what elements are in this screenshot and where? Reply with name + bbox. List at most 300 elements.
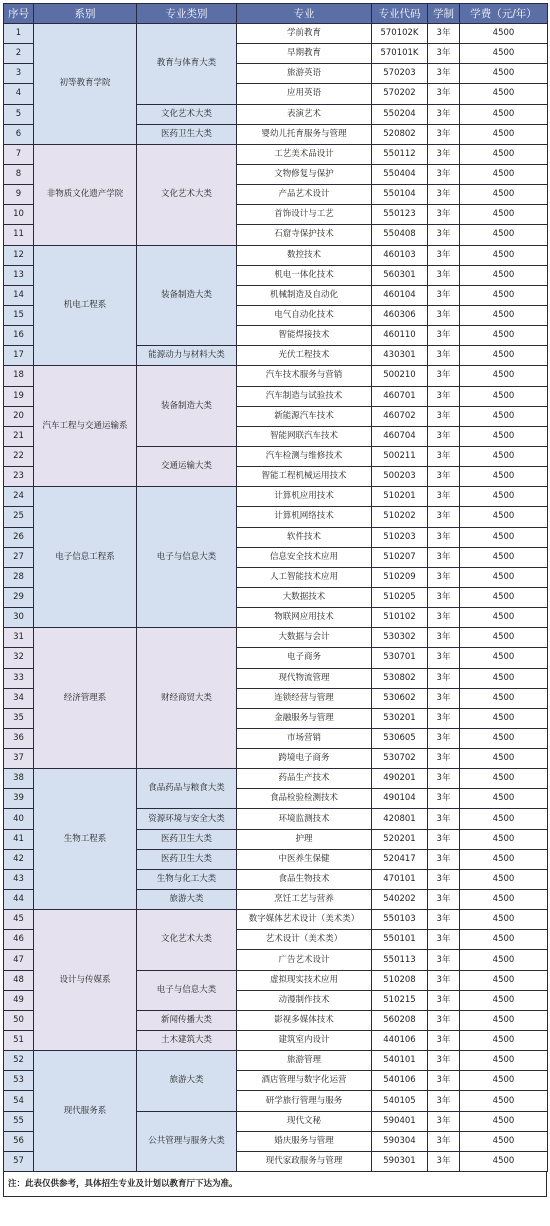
code-cell: 530602 — [372, 688, 428, 708]
row-seq: 24 — [4, 487, 34, 507]
fee-cell: 4500 — [460, 104, 548, 124]
code-cell: 520417 — [372, 849, 428, 869]
code-cell: 470101 — [372, 869, 428, 889]
category-cell: 土木建筑大类 — [137, 1031, 237, 1051]
fee-cell: 4500 — [460, 608, 548, 628]
major-cell: 跨境电子商务 — [237, 749, 372, 769]
fee-cell: 4500 — [460, 587, 548, 607]
years-cell: 3年 — [428, 1010, 460, 1030]
years-cell: 3年 — [428, 104, 460, 124]
row-seq: 7 — [4, 144, 34, 164]
years-cell: 3年 — [428, 990, 460, 1010]
fee-cell: 4500 — [460, 285, 548, 305]
code-cell: 420801 — [372, 809, 428, 829]
department-cell: 设计与传媒系 — [34, 910, 137, 1051]
row-seq: 17 — [4, 346, 34, 366]
table-row — [4, 910, 548, 930]
years-cell: 3年 — [428, 1071, 460, 1091]
fee-cell: 4500 — [460, 1071, 548, 1091]
code-cell: 510102 — [372, 608, 428, 628]
years-cell: 3年 — [428, 507, 460, 527]
fee-cell: 4500 — [460, 24, 548, 44]
row-seq: 53 — [4, 1071, 34, 1091]
fee-cell: 4500 — [460, 648, 548, 668]
code-cell: 590301 — [372, 1151, 428, 1171]
years-cell: 3年 — [428, 608, 460, 628]
category-cell: 公共管理与服务大类 — [137, 1111, 237, 1171]
major-cell: 电气自动化技术 — [237, 305, 372, 325]
code-cell: 520201 — [372, 829, 428, 849]
major-cell: 连锁经营与管理 — [237, 688, 372, 708]
years-cell: 3年 — [428, 205, 460, 225]
major-cell: 影视多媒体技术 — [237, 1010, 372, 1030]
fee-cell: 4500 — [460, 346, 548, 366]
fee-cell: 4500 — [460, 245, 548, 265]
years-cell: 3年 — [428, 44, 460, 64]
row-seq: 57 — [4, 1151, 34, 1171]
years-cell: 3年 — [428, 648, 460, 668]
major-cell: 研学旅行管理与服务 — [237, 1091, 372, 1111]
row-seq: 45 — [4, 910, 34, 930]
row-seq: 30 — [4, 608, 34, 628]
fee-cell: 4500 — [460, 205, 548, 225]
major-cell: 数字媒体艺术设计（美术类） — [237, 910, 372, 930]
major-cell: 首饰设计与工艺 — [237, 205, 372, 225]
header-row — [4, 4, 548, 24]
major-cell: 表演艺术 — [237, 104, 372, 124]
department-cell: 现代服务系 — [34, 1051, 137, 1172]
fee-cell: 4500 — [460, 628, 548, 648]
major-cell: 智能焊接技术 — [237, 326, 372, 346]
code-cell: 530605 — [372, 728, 428, 748]
major-cell: 婴幼儿托育服务与管理 — [237, 124, 372, 144]
fee-cell: 4500 — [460, 1010, 548, 1030]
major-cell: 物联网应用技术 — [237, 608, 372, 628]
major-cell: 汽车检测与维修技术 — [237, 446, 372, 466]
code-cell: 570202 — [372, 84, 428, 104]
row-seq: 31 — [4, 628, 34, 648]
row-seq: 26 — [4, 527, 34, 547]
row-seq: 33 — [4, 668, 34, 688]
fee-cell: 4500 — [460, 1131, 548, 1151]
code-cell: 460110 — [372, 326, 428, 346]
table-row — [4, 628, 548, 648]
major-cell: 旅游管理 — [237, 1051, 372, 1071]
years-cell: 3年 — [428, 1111, 460, 1131]
major-cell: 药品生产技术 — [237, 769, 372, 789]
code-cell: 590401 — [372, 1111, 428, 1131]
major-cell: 电子商务 — [237, 648, 372, 668]
table-body — [4, 24, 548, 1172]
code-cell: 530702 — [372, 749, 428, 769]
major-cell: 食品生物技术 — [237, 869, 372, 889]
fee-cell: 4500 — [460, 1151, 548, 1171]
row-seq: 15 — [4, 305, 34, 325]
major-cell: 人工智能技术应用 — [237, 567, 372, 587]
row-seq: 20 — [4, 406, 34, 426]
code-cell: 590304 — [372, 1131, 428, 1151]
code-cell: 510205 — [372, 587, 428, 607]
years-cell: 3年 — [428, 426, 460, 446]
fee-cell: 4500 — [460, 305, 548, 325]
major-cell: 金融服务与管理 — [237, 708, 372, 728]
category-cell: 装备制造大类 — [137, 366, 237, 447]
row-seq: 35 — [4, 708, 34, 728]
table-row — [4, 366, 548, 386]
fee-cell: 4500 — [460, 1091, 548, 1111]
major-cell: 计算机网络技术 — [237, 507, 372, 527]
major-cell: 旅游英语 — [237, 64, 372, 84]
fee-cell: 4500 — [460, 225, 548, 245]
years-cell: 3年 — [428, 890, 460, 910]
years-cell: 3年 — [428, 305, 460, 325]
years-cell: 3年 — [428, 1131, 460, 1151]
major-cell: 中医养生保健 — [237, 849, 372, 869]
major-cell: 计算机应用技术 — [237, 487, 372, 507]
code-cell: 560301 — [372, 265, 428, 285]
row-seq: 29 — [4, 587, 34, 607]
code-cell: 550101 — [372, 930, 428, 950]
major-cell: 软件技术 — [237, 527, 372, 547]
code-cell: 510209 — [372, 567, 428, 587]
major-cell: 大数据与会计 — [237, 628, 372, 648]
category-cell: 医药卫生大类 — [137, 124, 237, 144]
row-seq: 27 — [4, 547, 34, 567]
fee-cell: 4500 — [460, 366, 548, 386]
years-cell: 3年 — [428, 144, 460, 164]
fee-cell: 4500 — [460, 567, 548, 587]
category-cell: 食品药品与粮食大类 — [137, 769, 237, 809]
row-seq: 28 — [4, 567, 34, 587]
code-cell: 460701 — [372, 386, 428, 406]
fee-cell: 4500 — [460, 829, 548, 849]
major-cell: 智能工程机械运用技术 — [237, 467, 372, 487]
row-seq: 19 — [4, 386, 34, 406]
header-department: 系别 — [34, 4, 137, 24]
major-cell: 石窟寺保护技术 — [237, 225, 372, 245]
fee-cell: 4500 — [460, 708, 548, 728]
row-seq: 46 — [4, 930, 34, 950]
category-cell: 教育与体育大类 — [137, 24, 237, 105]
code-cell: 510201 — [372, 487, 428, 507]
code-cell: 550123 — [372, 205, 428, 225]
header-years: 学制 — [428, 4, 460, 24]
code-cell: 510203 — [372, 527, 428, 547]
code-cell: 490104 — [372, 789, 428, 809]
code-cell: 570102K — [372, 24, 428, 44]
code-cell: 550204 — [372, 104, 428, 124]
fee-cell: 4500 — [460, 1111, 548, 1131]
years-cell: 3年 — [428, 326, 460, 346]
header-fee: 学费（元/年） — [460, 4, 548, 24]
fee-cell: 4500 — [460, 84, 548, 104]
major-cell: 酒店管理与数字化运营 — [237, 1071, 372, 1091]
code-cell: 540106 — [372, 1071, 428, 1091]
code-cell: 570101K — [372, 44, 428, 64]
years-cell: 3年 — [428, 185, 460, 205]
department-cell: 初等教育学院 — [34, 24, 137, 145]
code-cell: 530701 — [372, 648, 428, 668]
major-cell: 应用英语 — [237, 84, 372, 104]
fee-cell: 4500 — [460, 688, 548, 708]
years-cell: 3年 — [428, 789, 460, 809]
years-cell: 3年 — [428, 849, 460, 869]
row-seq: 41 — [4, 829, 34, 849]
row-seq: 12 — [4, 245, 34, 265]
department-cell: 经济管理系 — [34, 628, 137, 769]
table-row — [4, 245, 548, 265]
category-cell: 文化艺术大类 — [137, 910, 237, 970]
years-cell: 3年 — [428, 124, 460, 144]
major-cell: 市场营销 — [237, 728, 372, 748]
years-cell: 3年 — [428, 1151, 460, 1171]
fee-cell: 4500 — [460, 547, 548, 567]
years-cell: 3年 — [428, 467, 460, 487]
fee-cell: 4500 — [460, 144, 548, 164]
fee-cell: 4500 — [460, 1031, 548, 1051]
code-cell: 550404 — [372, 164, 428, 184]
fee-cell: 4500 — [460, 930, 548, 950]
row-seq: 56 — [4, 1131, 34, 1151]
major-cell: 产品艺术设计 — [237, 185, 372, 205]
major-cell: 现代文秘 — [237, 1111, 372, 1131]
category-cell: 旅游大类 — [137, 1051, 237, 1111]
category-cell: 文化艺术大类 — [137, 104, 237, 124]
major-cell: 早期教育 — [237, 44, 372, 64]
fee-cell: 4500 — [460, 809, 548, 829]
row-seq: 21 — [4, 426, 34, 446]
major-cell: 信息安全技术应用 — [237, 547, 372, 567]
row-seq: 42 — [4, 849, 34, 869]
code-cell: 460704 — [372, 426, 428, 446]
category-cell: 电子与信息大类 — [137, 970, 237, 1010]
header-category: 专业类别 — [137, 4, 237, 24]
row-seq: 34 — [4, 688, 34, 708]
row-seq: 38 — [4, 769, 34, 789]
fee-cell: 4500 — [460, 326, 548, 346]
table-row — [4, 1051, 548, 1071]
code-cell: 460702 — [372, 406, 428, 426]
major-cell: 大数据技术 — [237, 587, 372, 607]
years-cell: 3年 — [428, 728, 460, 748]
code-cell: 430301 — [372, 346, 428, 366]
category-cell: 装备制造大类 — [137, 245, 237, 346]
row-seq: 4 — [4, 84, 34, 104]
major-cell: 现代家政服务与管理 — [237, 1151, 372, 1171]
years-cell: 3年 — [428, 567, 460, 587]
years-cell: 3年 — [428, 64, 460, 84]
major-cell: 新能源汽车技术 — [237, 406, 372, 426]
category-cell: 医药卫生大类 — [137, 849, 237, 869]
fee-cell: 4500 — [460, 527, 548, 547]
major-cell: 环境监测技术 — [237, 809, 372, 829]
department-cell: 电子信息工程系 — [34, 487, 137, 628]
years-cell: 3年 — [428, 346, 460, 366]
header-seq: 序号 — [4, 4, 34, 24]
code-cell: 500210 — [372, 366, 428, 386]
years-cell: 3年 — [428, 628, 460, 648]
row-seq: 51 — [4, 1031, 34, 1051]
code-cell: 540202 — [372, 890, 428, 910]
major-cell: 汽车制造与试验技术 — [237, 386, 372, 406]
years-cell: 3年 — [428, 688, 460, 708]
department-cell: 非物质文化遗产学院 — [34, 144, 137, 245]
row-seq: 6 — [4, 124, 34, 144]
table-row — [4, 24, 548, 44]
years-cell: 3年 — [428, 950, 460, 970]
fee-cell: 4500 — [460, 164, 548, 184]
major-cell: 虚拟现实技术应用 — [237, 970, 372, 990]
category-cell: 交通运输大类 — [137, 446, 237, 486]
major-cell: 数控技术 — [237, 245, 372, 265]
row-seq: 8 — [4, 164, 34, 184]
fee-cell: 4500 — [460, 869, 548, 889]
years-cell: 3年 — [428, 547, 460, 567]
fee-cell: 4500 — [460, 769, 548, 789]
row-seq: 48 — [4, 970, 34, 990]
row-seq: 55 — [4, 1111, 34, 1131]
fee-cell: 4500 — [460, 44, 548, 64]
years-cell: 3年 — [428, 406, 460, 426]
major-cell: 机械制造及自动化 — [237, 285, 372, 305]
category-cell: 资源环境与安全大类 — [137, 809, 237, 829]
major-cell: 机电一体化技术 — [237, 265, 372, 285]
years-cell: 3年 — [428, 809, 460, 829]
category-cell: 旅游大类 — [137, 890, 237, 910]
department-cell: 汽车工程与交通运输系 — [34, 366, 137, 487]
major-cell: 现代物流管理 — [237, 668, 372, 688]
fee-cell: 4500 — [460, 728, 548, 748]
fee-cell: 4500 — [460, 1051, 548, 1071]
row-seq: 22 — [4, 446, 34, 466]
years-cell: 3年 — [428, 487, 460, 507]
years-cell: 3年 — [428, 1091, 460, 1111]
category-cell: 生物与化工大类 — [137, 869, 237, 889]
fee-cell: 4500 — [460, 668, 548, 688]
row-seq: 3 — [4, 64, 34, 84]
code-cell: 530302 — [372, 628, 428, 648]
code-cell: 460103 — [372, 245, 428, 265]
fee-cell: 4500 — [460, 64, 548, 84]
code-cell: 490201 — [372, 769, 428, 789]
row-seq: 47 — [4, 950, 34, 970]
code-cell: 540101 — [372, 1051, 428, 1071]
code-cell: 530802 — [372, 668, 428, 688]
code-cell: 500203 — [372, 467, 428, 487]
row-seq: 39 — [4, 789, 34, 809]
major-cell: 艺术设计（美术类） — [237, 930, 372, 950]
fee-cell: 4500 — [460, 890, 548, 910]
years-cell: 3年 — [428, 869, 460, 889]
category-cell: 财经商贸大类 — [137, 628, 237, 769]
years-cell: 3年 — [428, 164, 460, 184]
major-cell: 护理 — [237, 829, 372, 849]
years-cell: 3年 — [428, 668, 460, 688]
code-cell: 440106 — [372, 1031, 428, 1051]
code-cell: 560208 — [372, 1010, 428, 1030]
row-seq: 1 — [4, 24, 34, 44]
code-cell: 550408 — [372, 225, 428, 245]
row-seq: 32 — [4, 648, 34, 668]
row-seq: 9 — [4, 185, 34, 205]
row-seq: 54 — [4, 1091, 34, 1111]
code-cell: 550104 — [372, 185, 428, 205]
row-seq: 16 — [4, 326, 34, 346]
major-cell: 工艺美术品设计 — [237, 144, 372, 164]
major-cell: 智能网联汽车技术 — [237, 426, 372, 446]
years-cell: 3年 — [428, 527, 460, 547]
years-cell: 3年 — [428, 84, 460, 104]
code-cell: 550103 — [372, 910, 428, 930]
fee-cell: 4500 — [460, 749, 548, 769]
header-code: 专业代码 — [372, 4, 428, 24]
major-cell: 汽车技术服务与营销 — [237, 366, 372, 386]
years-cell: 3年 — [428, 446, 460, 466]
row-seq: 18 — [4, 366, 34, 386]
years-cell: 3年 — [428, 708, 460, 728]
code-cell: 540105 — [372, 1091, 428, 1111]
fee-cell: 4500 — [460, 406, 548, 426]
code-cell: 570203 — [372, 64, 428, 84]
row-seq: 25 — [4, 507, 34, 527]
major-cell: 学前教育 — [237, 24, 372, 44]
table-row — [4, 487, 548, 507]
row-seq: 43 — [4, 869, 34, 889]
fee-cell: 4500 — [460, 446, 548, 466]
row-seq: 2 — [4, 44, 34, 64]
years-cell: 3年 — [428, 245, 460, 265]
years-cell: 3年 — [428, 749, 460, 769]
table-row — [4, 769, 548, 789]
row-seq: 40 — [4, 809, 34, 829]
code-cell: 550113 — [372, 950, 428, 970]
major-cell: 广告艺术设计 — [237, 950, 372, 970]
fee-cell: 4500 — [460, 124, 548, 144]
major-cell: 烹饪工艺与营养 — [237, 890, 372, 910]
years-cell: 3年 — [428, 386, 460, 406]
row-seq: 10 — [4, 205, 34, 225]
major-cell: 婚庆服务与管理 — [237, 1131, 372, 1151]
department-cell: 生物工程系 — [34, 769, 137, 910]
row-seq: 52 — [4, 1051, 34, 1071]
years-cell: 3年 — [428, 1031, 460, 1051]
category-cell: 能源动力与材料大类 — [137, 346, 237, 366]
years-cell: 3年 — [428, 24, 460, 44]
code-cell: 460306 — [372, 305, 428, 325]
code-cell: 500211 — [372, 446, 428, 466]
category-cell: 电子与信息大类 — [137, 487, 237, 628]
table-row — [4, 144, 548, 164]
major-cell: 文物修复与保护 — [237, 164, 372, 184]
code-cell: 510215 — [372, 990, 428, 1010]
row-seq: 36 — [4, 728, 34, 748]
row-seq: 13 — [4, 265, 34, 285]
department-cell: 机电工程系 — [34, 245, 137, 366]
years-cell: 3年 — [428, 366, 460, 386]
category-cell: 新闻传播大类 — [137, 1010, 237, 1030]
fee-cell: 4500 — [460, 185, 548, 205]
category-cell: 医药卫生大类 — [137, 829, 237, 849]
code-cell: 550112 — [372, 144, 428, 164]
fee-cell: 4500 — [460, 386, 548, 406]
fee-cell: 4500 — [460, 426, 548, 446]
code-cell: 460104 — [372, 285, 428, 305]
major-cell: 建筑室内设计 — [237, 1031, 372, 1051]
row-seq: 5 — [4, 104, 34, 124]
years-cell: 3年 — [428, 910, 460, 930]
fee-cell: 4500 — [460, 265, 548, 285]
code-cell: 510202 — [372, 507, 428, 527]
